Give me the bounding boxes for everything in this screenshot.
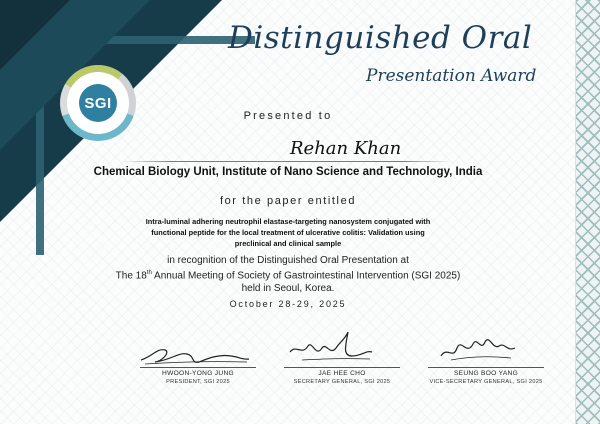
paper-title: Intra-luminal adhering neutrophil elastase-targeting nanosystem conjugated with functional peptide for the local treatment of ulcerative colitis: Validation using preclinical and clinical sample [145,217,431,248]
signatory-1-name: HWOON-YONG JUNG [162,370,234,377]
recognition-line-2: The 18th Annual Meeting of Society of Gastrointestinal Intervention (SGI 2025) [115,270,461,282]
signature-2 [282,326,402,368]
signature-line-3 [428,367,544,368]
recipient-name: Rehan Khan [290,138,402,159]
certificate-subtitle: Presentation Award [366,66,537,86]
signature-1 [135,326,255,368]
logo-text: SGI [79,84,117,122]
signatory-1-role: PRESIDENT, SGI 2025 [166,379,230,385]
side-pattern-strip [575,0,600,424]
recognition-line-1: in recognition of the Distinguished Oral Presentation at [167,255,409,266]
sgi-logo [60,65,136,141]
certificate-title: Distinguished Oral [228,20,533,56]
signature-3 [427,326,547,368]
presented-to-label: Presented to [243,110,333,122]
signatory-3-name: SEUNG BOO YANG [453,370,519,377]
recognition-text [0,254,576,295]
signatory-2-name: JAE HEE CHO [318,370,366,377]
signatory-3-role: VICE-SECRETARY GENERAL, SGI 2025 [429,379,543,385]
recognition-line-3: held in Seoul, Korea. [241,283,335,295]
paper-intro: for the paper entitled [219,195,357,207]
recipient-affiliation: Chemical Biology Unit, Institute of Nano Science and Technology, India [93,166,483,178]
name-divider [122,161,452,162]
signature-line-1 [140,367,256,368]
signature-line-2 [284,367,400,368]
signatory-2-role: SECRETARY GENERAL, SGI 2025 [293,379,391,385]
event-date: October 28-29, 2025 [229,299,347,309]
